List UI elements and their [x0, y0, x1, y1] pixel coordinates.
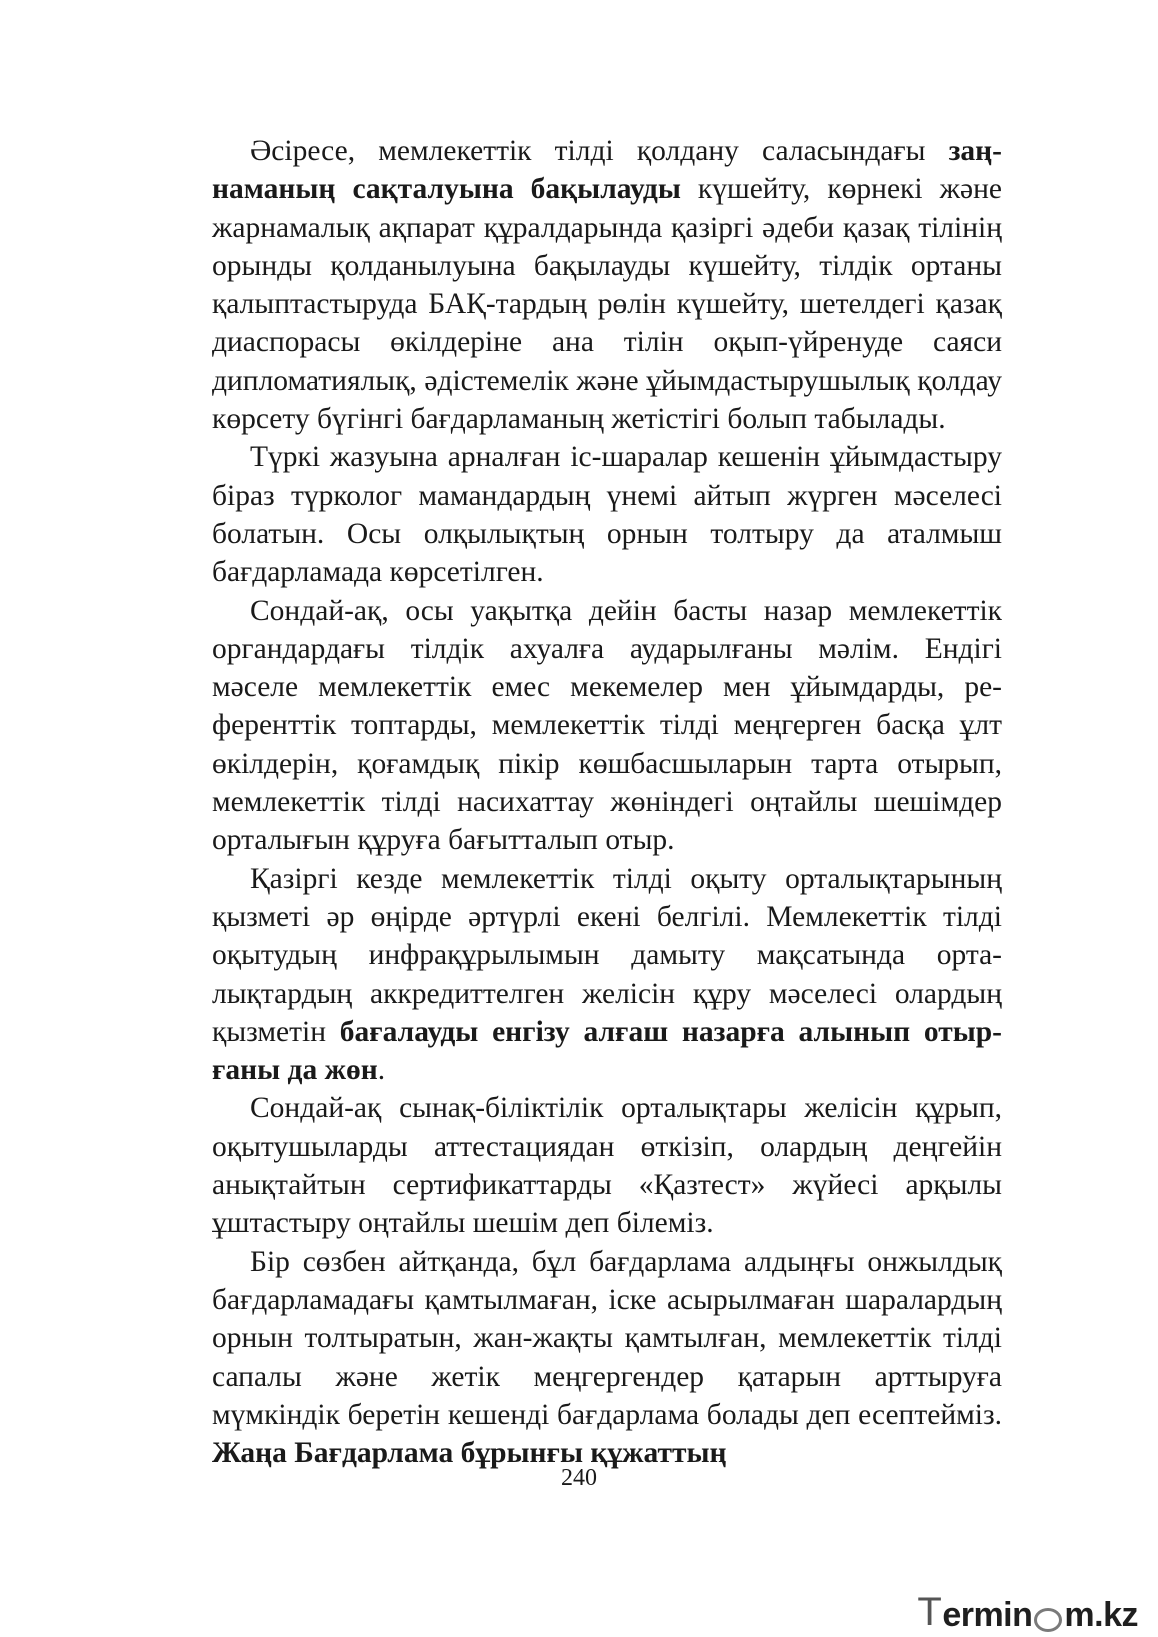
terminkom-watermark-logo [917, 1590, 1138, 1635]
paragraph-1 [212, 132, 1002, 438]
bold-text-segment: Жаңа Бағдарлама бұрынғы құжаттың [212, 1437, 727, 1470]
text-segment: . [377, 1054, 386, 1087]
paragraph-5 [212, 1089, 1002, 1242]
page-body [212, 132, 1002, 1472]
watermark-suffix: m.kz [1064, 1596, 1138, 1634]
paragraph-4 [212, 860, 1002, 1090]
paragraph-3 [212, 592, 1002, 860]
text-segment: Сондай-ақ, осы уақытқа дейін басты назар мемлекеттік органдардағы тілдік ахуалға аударылғаны мәлім. Ендігі мәселе мемлекеттік емес мекемелер мен ұйымдарды, референттік топтарды, мемлекеттік тілді меңгерген басқа ұлт өкілдерін, қоғамдық пікір көшбасшыларын тарта отырып, мемлекеттік тілді насихаттау жөніндегі оңтайлы шешімдер орталығын құруға бағытталып отыр. [212, 594, 1002, 857]
text-segment: Әсіресе, мемлекеттік тілді қолдану саласындағы [250, 135, 949, 167]
t-logo-icon: T [917, 1590, 942, 1634]
bold-text-segment: бағалауды енгізу алғаш назарға алынып отырғаны да жөн [212, 1015, 1002, 1087]
bold-text-segment: заңнаманың сақталуына бақылауды [212, 135, 1002, 206]
text-segment: күшейту, көрнекі және жарнамалық ақпарат құралдарында қазіргі әдеби қазақ тілінің орынды қолданылуына бақылауды күшейту, тілдік ортаны қалыптастыруда БАҚ-тардың рөлін күшейту, шетелдегі қазақ диаспорасы өкілдеріне ана тілін оқып-үйренуде саяси дипломатиялық, әдістемелік және ұйымдастырушылық қолдау көрсету бүгінгі бағдарламаның жетістігі болып табылады. [212, 173, 1002, 436]
paragraph-6 [212, 1243, 1002, 1473]
paragraph-2 [212, 438, 1002, 591]
text-segment: Сондай-ақ сынақ-біліктілік орталықтары желісін құрып, оқытушыларды аттестациядан өткізіп, олардың деңгейін анықтайтын сертификаттарды «Қазтест» жүйесі арқылы ұштастыру оңтайлы шешім деп білеміз. [212, 1092, 1002, 1240]
circle-logo-icon [1034, 1608, 1062, 1632]
text-segment: Түркі жазуына арналған іс-шаралар кешенін ұйымдастыру біраз түрколог мамандардың үнемі айтып жүрген мәселесі болатын. Осы олқылықтың орнын толтыру да аталмыш бағдарламада көрсетілген. [212, 441, 1002, 589]
text-segment: Қазіргі кезде мемлекеттік тілді оқыту орталықтарының қызметі әр өңірде әртүрлі екені белгілі. Мемлекеттік тілді оқытудың инфрақұрылымын дамыту мақсатында орталықтардың аккредиттелген желісін құру мәселесі олардың қызметін [212, 862, 1002, 1048]
text-segment: Бір сөзбен айтқанда, бұл бағдарлама алдыңғы онжылдық бағдарламадағы қамтылмаған, іске асырылмаған шаралардың орнын толтыратын, жан-жақты қамтылған, мемлекеттік тілді сапалы және жетік меңгергендер қатарын арттыруға мүмкіндік беретін кешенді бағдарлама болады деп есептейміз. [212, 1245, 1002, 1431]
watermark-prefix: ermin [942, 1596, 1033, 1634]
page-number: 240 [561, 1465, 597, 1491]
